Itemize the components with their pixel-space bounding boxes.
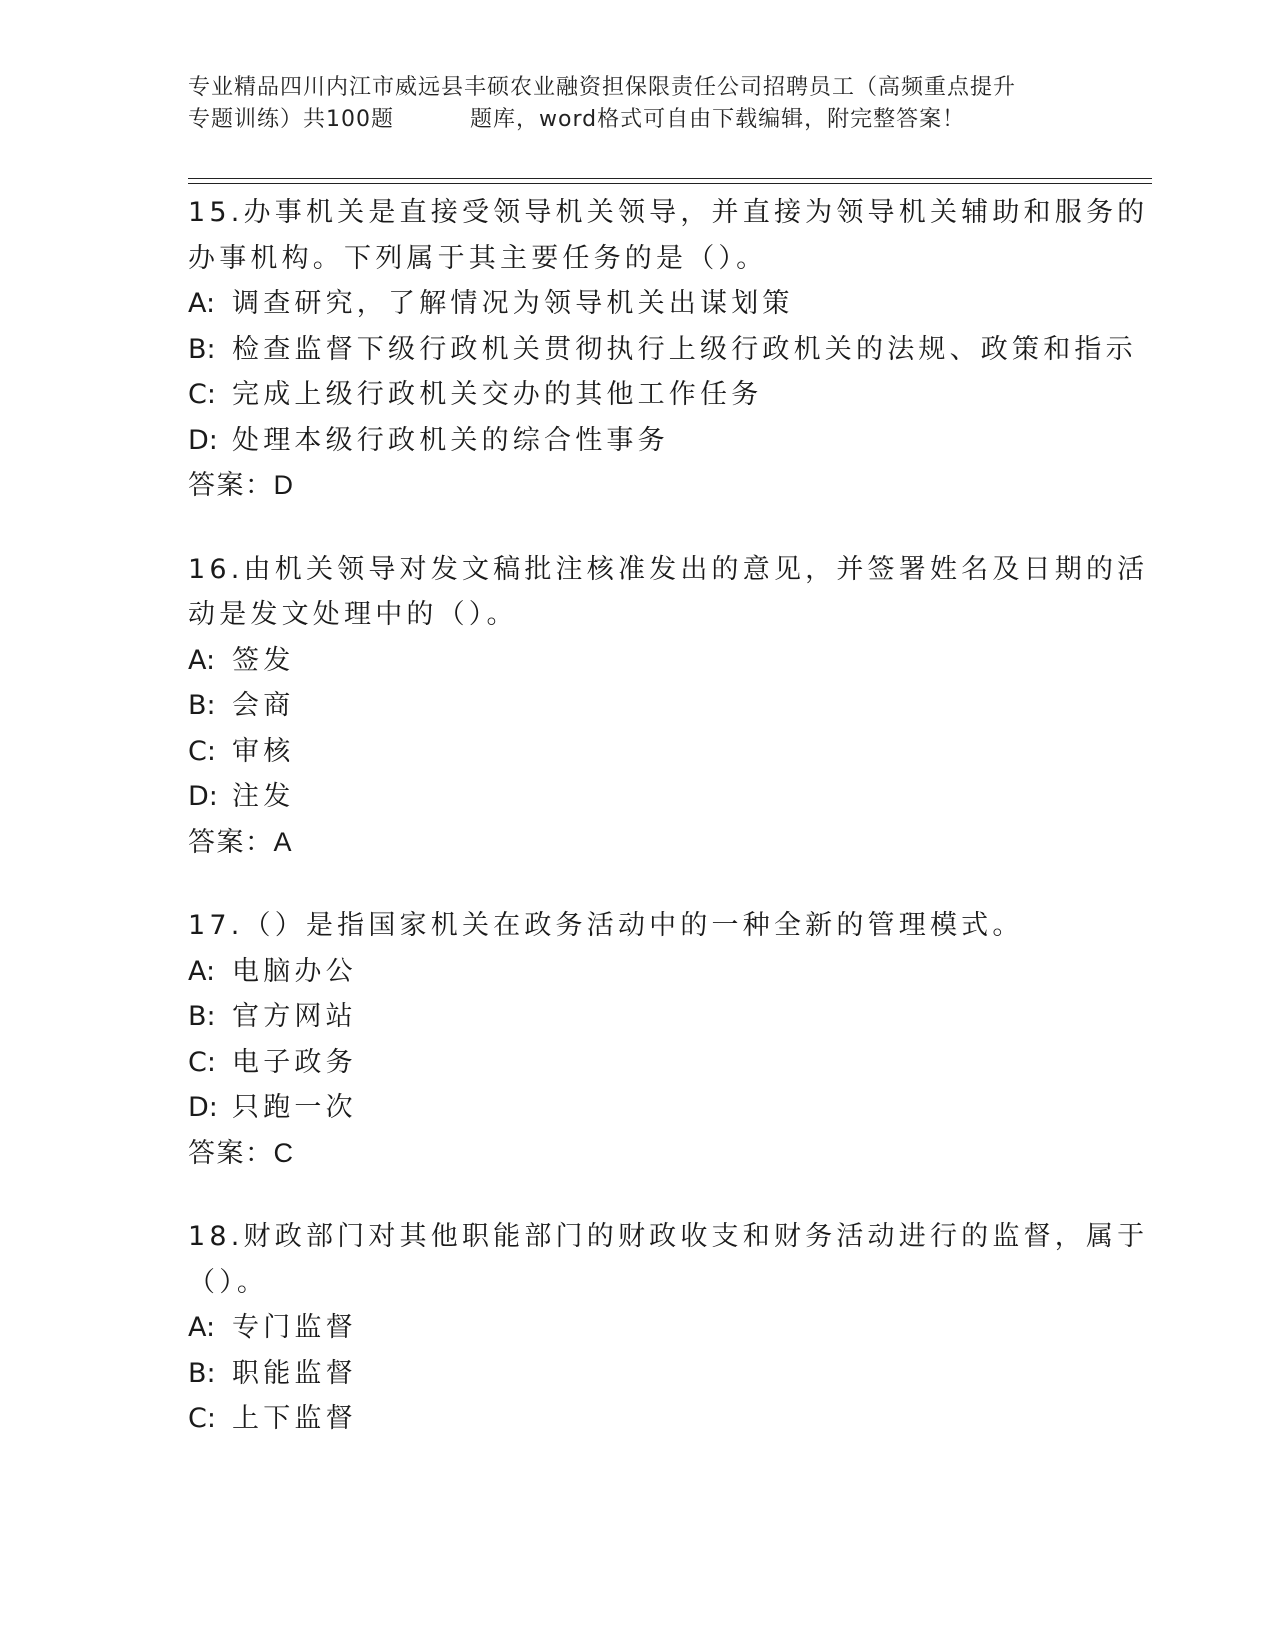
question-stem-line: 17.（）是指国家机关在政务活动中的一种全新的管理模式。 [188,910,1024,941]
option-key: C: [188,735,216,767]
option-text: 完成上级行政机关交办的其他工作任务 [232,379,763,410]
option-a [188,1305,1088,1351]
option-text: 注发 [232,781,295,812]
option-text: 处理本级行政机关的综合性事务 [232,424,669,456]
answer-line: 答案：D [188,470,295,500]
option-a [188,949,1088,995]
option-a [188,638,1088,684]
question-stem-line: （）。 [188,1266,269,1298]
question-list [188,190,1149,1480]
option-c [188,729,1088,775]
option-text: 检查监督下级行政机关贯彻执行上级行政机关的法规、政策和指示 [232,333,1137,365]
option-text: 职能监督 [232,1357,357,1389]
option-key: D: [188,1092,218,1123]
question-stem-line: 18.财政部门对其他职能部门的财政收支和财务活动进行的监督，属于 [188,1221,1149,1252]
question-stem-line: 16.由机关领导对发文稿批注核准发出的意见，并签署姓名及日期的活 [188,553,1149,585]
header-title-line-2 [188,104,1088,136]
option-b [188,683,1088,729]
question-stem-line: 办事机构。下列属于其主要任务的是（）。 [188,242,768,274]
option-key: A: [188,288,216,319]
option-key: C: [188,379,216,410]
option-key: A: [188,644,216,676]
header-divider-bottom [188,183,1152,184]
option-key: B: [188,333,216,365]
option-c [188,1040,1088,1086]
option-d [188,1085,1088,1131]
option-text: 签发 [232,644,295,676]
option-text: 只跑一次 [232,1092,357,1123]
option-text: 官方网站 [232,1001,357,1032]
option-text: 电脑办公 [232,955,357,987]
option-text: 电子政务 [232,1046,357,1078]
question-stem-line: 动是发文处理中的（）。 [188,599,518,630]
answer-line: 答案：C [188,1137,295,1168]
option-key: A: [188,955,216,987]
question-15 [188,190,1149,509]
option-key: B: [188,1357,216,1389]
option-key: C: [188,1403,216,1434]
header-divider-top [188,178,1152,179]
option-c [188,372,1088,418]
option-key: B: [188,1001,216,1032]
answer-line: 答案：A [188,826,294,857]
header-title-line-2-right: 题库，word格式可自由下载编辑，附完整答案！ [470,107,966,132]
option-d [188,774,1088,820]
question-16 [188,547,1149,866]
option-text: 上下监督 [232,1403,357,1434]
option-b [188,327,1137,373]
question-18 [188,1214,1149,1442]
option-text: 审核 [232,735,295,767]
option-text: 调查研究，了解情况为领导机关出谋划策 [232,288,794,319]
document-header [188,72,1088,136]
option-key: C: [188,1046,216,1078]
option-b [188,994,1088,1040]
option-d [188,418,1088,464]
option-text: 会商 [232,690,295,721]
option-key: D: [188,424,218,456]
option-key: D: [188,781,218,812]
option-key: B: [188,690,216,721]
question-stem-line: 15.办事机关是直接受领导机关领导，并直接为领导机关辅助和服务的 [188,197,1149,228]
option-text: 专门监督 [232,1312,357,1343]
header-title-line-1: 专业精品四川内江市威远县丰硕农业融资担保限责任公司招聘员工（高频重点提升 [188,75,1017,100]
option-c [188,1396,1088,1442]
question-17 [188,903,1088,1176]
option-a [188,281,1088,327]
option-b [188,1351,1088,1397]
header-title-line-2-left: 专题训练）共100题 [188,107,394,132]
option-key: A: [188,1312,216,1343]
